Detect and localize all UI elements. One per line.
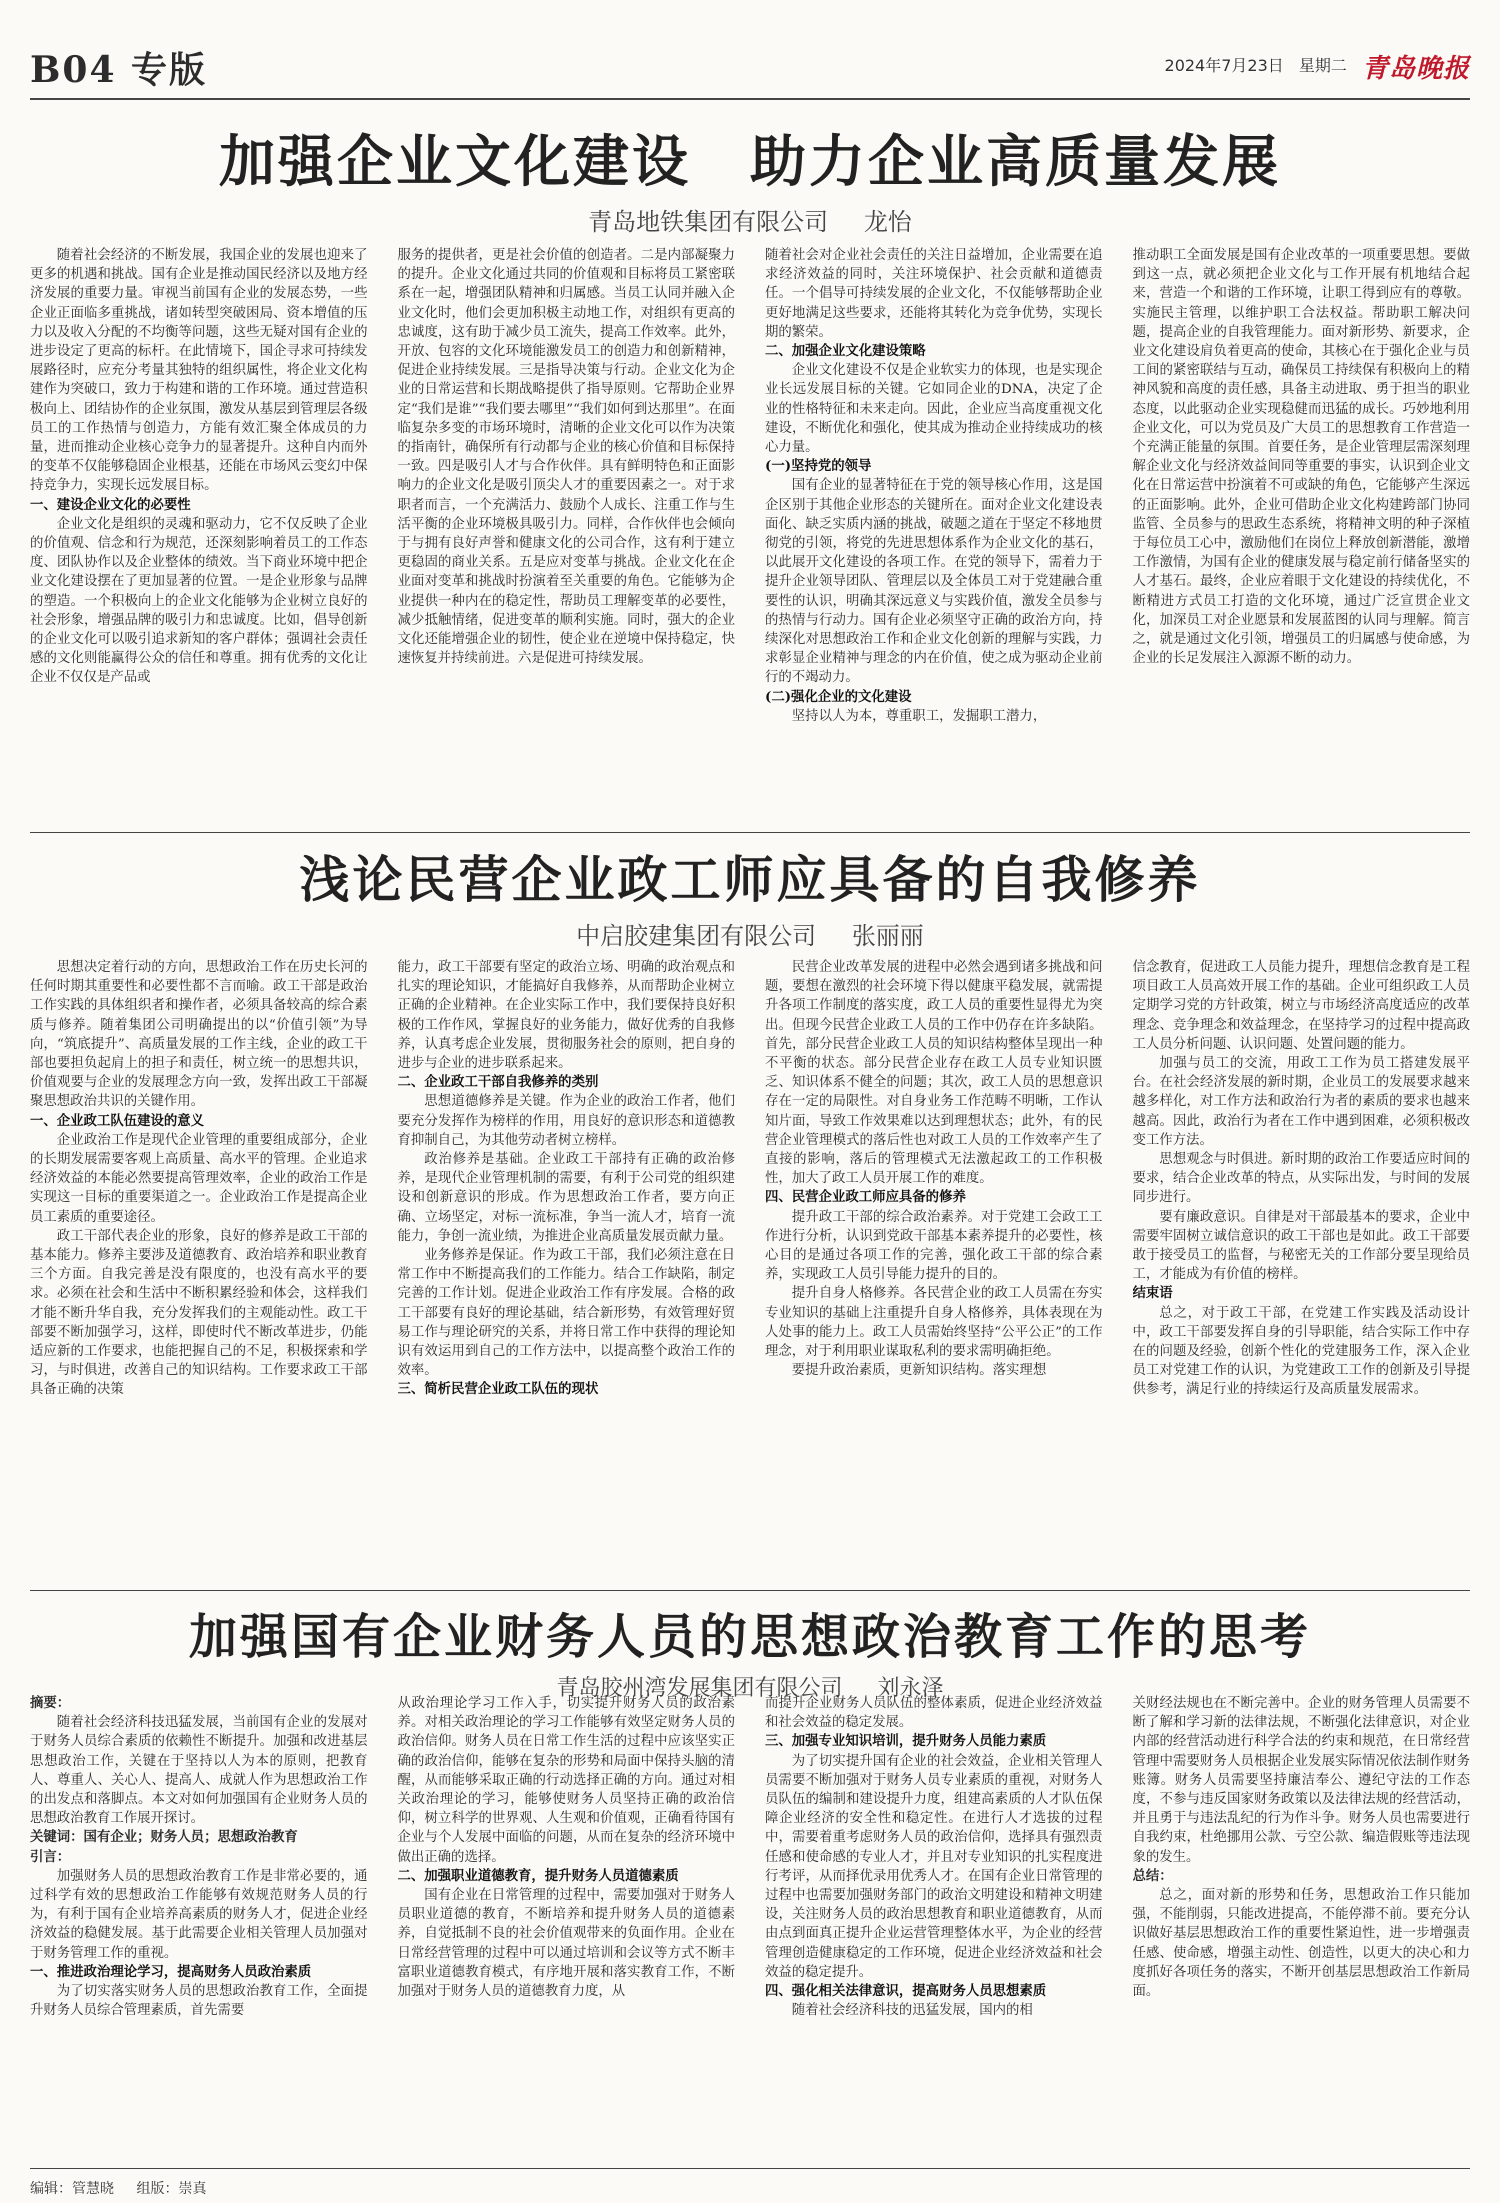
- article-3: [30, 1598, 1470, 2019]
- label-line: 摘要：: [30, 1695, 71, 1711]
- section-heading: (二)强化企业的文化建设: [765, 688, 912, 705]
- paragraph: 要有廉政意识。自律是对干部最基本的要求，企业中需要牢固树立诚信意识的政工干部也是如此。政工干部要敢于接受员工的监督，与秘密无关的工作部分要呈现给员工，才能成为有价值的榜样。: [1132, 1209, 1470, 1283]
- article-1-author: 龙怡: [863, 208, 912, 236]
- paragraph: 随着社会经济科技迅猛发展，当前国有企业的发展对于财务人员综合素质的依赖性不断提升。加强和改进基层思想政治工作，关键在于坚持以人为本的原则，把教育人、尊重人、关心人、提高人、成就人作为思想政治工作的出发点和落脚点。本文对如何加强国有企业财务人员的思想政治教育工作展开探讨。: [30, 1715, 368, 1827]
- section-heading: 二、加强职业道德教育，提升财务人员道德素质: [397, 1867, 679, 1884]
- layout-credit: 组版：崇真: [136, 2181, 207, 2197]
- label-line: 关键词：国有企业；财务人员；思想政治教育: [30, 1829, 298, 1846]
- paragraph: 从政治理论学习工作入手，切实提升财务人员的政治素养。对相关政治理论的学习工作能够有效坚定财务人员的政治信仰。财务人员在日常工作生活的过程中应该坚实正确的政治信仰，能够在复杂的形势和局面中保持头脑的清醒，从而能够采取正确的行动选择正确的方向。通过对相关政治理论的学习，能够使财务人员坚持正确的政治信仰，树立科学的世界观、人生观和价值观，正确看待国有企业与个人发展中面临的问题，从而在复杂的经济环境中做出正确的选择。: [397, 1696, 735, 1865]
- section-heading: 结束语: [1132, 1285, 1173, 1302]
- paragraph: 国有企业在日常管理的过程中，需要加强对于财务人员职业道德的教育，不断培养和提升财务人员的道德素养，自觉抵制不良的社会价值观带来的负面作用。企业在日常经营管理的过程中可以通过培训和会议等方式不断丰富职业道德教育模式，有序地开展和落实教育工作，不断加强对于财务人员的道德教育力度，从: [397, 1888, 735, 2000]
- article-1-column: [1133, 246, 1471, 926]
- issue-weekday: 星期二: [1298, 56, 1347, 75]
- article-1: [30, 118, 1470, 724]
- article-2-author: 张丽丽: [851, 922, 924, 950]
- paragraph: 关财经法规也在不断完善中。企业的财务管理人员需要不断了解和学习新的法律法规，不断强化法律意识，对企业内部的经营活动进行科学合法的约束和规范，在日常经营管理中需要财务人员根据企业发展实际情况依法制作财务账簿。财务人员需要坚持廉洁奉公、遵纪守法的工作态度，不参与违反国家财务政策以及法律法规的经营活动，并且勇于与违法乱纪的行为作斗争。财务人员也需要进行自我约束，杜绝挪用公款、亏空公款、编造假账等违法现象的发生。: [1132, 1696, 1470, 1865]
- section-heading: 三、加强专业知识培训，提升财务人员能力素质: [765, 1733, 1047, 1750]
- paragraph: 信念教育，促进政工人员能力提升，理想信念教育是工程项目政工人员高效开展工作的基础。企业可组织政工人员定期学习党的方针政策，树立与市场经济高度适应的改革理念、竞争理念和效益理念，在坚持学习的过程中提高政工人员分析问题、认识问题、处置问题的能力。: [1132, 960, 1470, 1052]
- article-3-author: 刘永泽: [877, 1676, 944, 1701]
- paragraph: 为了切实提升国有企业的社会效益，企业相关管理人员需要不断加强对于财务人员专业素质的重视，对财务人员队伍的编制和建设提升力度，组建高素质的人才队伍保障企业经济的安全性和稳定性。在进行人才选拔的过程中，需要着重考虑财务人员的政治信仰，选择具有强烈责任感和使命感的专业人才，并且对专业知识的扎实程度进行考评，从而择优录用优秀人才。在国有企业日常管理的过程中也需要加强财务部门的政治文明建设和精神文明建设，关注财务人员的政治思想教育和职业道德教育，从而由点到面真正提升企业运营管理整体水平，为企业的经营管理创造健康稳定的工作环境，促进企业经济效益和社会效益的稳定提升。: [765, 1753, 1103, 1980]
- paragraph: 政工干部代表企业的形象，良好的修养是政工干部的基本能力。修养主要涉及道德教育、政治培养和职业教育三个方面。自我完善是没有限度的，也没有高水平的要求。必须在社会和生活中不断积累经验和体会，这样我们才能不断升华自我，充分发挥我们的主观能动性。政工干部要不断加强学习，这样，即使时代不断改革进步，仍能适应新的工作要求，也能把握自己的不足，积极探索和学习，与时俱进，改善自己的知识结构。工作要求政工干部具备正确的决策: [30, 1228, 368, 1398]
- article-2-org: 中启胶建集团有限公司: [576, 922, 817, 950]
- article-2-column: [30, 958, 368, 1618]
- article-1-org: 青岛地铁集团有限公司: [588, 208, 829, 236]
- section-heading: 四、民营企业政工师应具备的修养: [765, 1189, 966, 1206]
- article-3-org: 青岛胶州湾发展集团有限公司: [556, 1676, 843, 1701]
- article-2: [30, 840, 1470, 1398]
- article-2-column: [398, 958, 736, 1618]
- section-heading: 一、企业政工队伍建设的意义: [30, 1112, 205, 1129]
- paragraph: 要提升政治素质，更新知识结构。落实理想: [791, 1363, 1047, 1379]
- paragraph: 提升自身人格修养。各民营企业的政工人员需在夯实专业知识的基础上注重提升自身人格修养，具体表现在为人处事的能力上。政工人员需始终坚持“公平公正”的工作理念，对于利用职业谋取私利的要求需明确拒绝。: [765, 1286, 1103, 1360]
- article-3-column: [398, 1694, 736, 2154]
- paragraph: 民营企业改革发展的进程中必然会遇到诸多挑战和问题，要想在激烈的社会环境下得以健康平稳发展，就需提升各项工作制度的落实度，政工人员的重要性显得尤为突出。但现今民营企业政工人员的工作中仍存在许多缺陷。首先，部分民营企业政工人员的知识结构整体呈现出一种不平衡的状态。部分民营企业存在政工人员专业知识匮乏、知识体系不健全的问题；其次，政工人员的思想意识存在一定的局限性。对自身业务工作范畴不明晰，工作认知片面，导致工作效果难以达到理想状态；此外，有的民营企业管理模式的落后性也对政工人员的工作效率产生了直接的影响，落后的管理模式无法激起政工的工作积极性，加大了政工人员开展工作的难度。: [765, 960, 1103, 1187]
- section-heading: 一、推进政治理论学习，提高财务人员政治素质: [30, 1963, 312, 1980]
- page-footer: [30, 2178, 224, 2198]
- section-heading: 二、加强企业文化建设策略: [765, 343, 926, 360]
- article-3-column: [30, 1694, 368, 2154]
- header-info: [1155, 48, 1470, 85]
- article-2-column: [765, 958, 1103, 1618]
- paragraph: 业务修养是保证。作为政工干部，我们必须注意在日常工作中不断提高我们的工作能力。结合工作缺陷，制定完善的工作计划。促进企业政治工作有序发展。合格的政工干部要有良好的理论基础，结合新形势，有效管理好贸易工作与理论研究的关系，并将日常工作中获得的理论知识有效运用到自己的工作方法中，以提高整个政治工作的效率。: [397, 1248, 735, 1379]
- article-1-column: [398, 246, 736, 926]
- page-label: B04 专版: [30, 49, 208, 91]
- issue-date: 2024年7月23日: [1164, 56, 1284, 75]
- paragraph: 政治修养是基础。企业政工干部持有正确的政治修养，是现代企业管理机制的需要，有利于公司党的组织建设和创新意识的形成。作为思想政治工作者，要方向正确、立场坚定，对标一流标准，争当一流人才，培育一流能力，争创一流业绩，为推进企业高质量发展贡献力量。: [397, 1152, 735, 1244]
- label-line: 总结：: [1132, 1867, 1173, 1884]
- page-header: [30, 34, 1470, 94]
- article-1-title: 加强企业文化建设 助力企业高质量发展: [219, 129, 1281, 195]
- article-1-byline: [30, 202, 1470, 237]
- newspaper-logo: 青岛晚报: [1361, 54, 1470, 84]
- paragraph: 企业政治工作是现代企业管理的重要组成部分，企业的长期发展需要客观上高质量、高水平的管理。企业追求经济效益的本能必然要提高管理效率，企业的政治工作是实现这一目标的重要渠道之一。企业政治工作是提高企业员工素质的重要途径。: [30, 1132, 368, 1225]
- paragraph: 提升政工干部的综合政治素养。对于党建工会政工工作进行分析，认识到党政干部基本素养提升的必要性，核心目的是通过各项工作的完善，强化政工干部的综合素养，实现政工人员引导能力提升的目的。: [765, 1209, 1103, 1283]
- header-rule: [30, 98, 1470, 100]
- footer-rule: [30, 2168, 1470, 2169]
- editor-credit: 编辑：管慧晓: [30, 2181, 114, 2197]
- section-heading: 三、简析民营企业政工队伍的现状: [397, 1381, 599, 1398]
- section-divider: [30, 832, 1470, 833]
- paragraph: 推动职工全面发展是国有企业改革的一项重要思想。要做到这一点，就必须把企业文化与工作开展有机地结合起来，营造一个和谐的工作环境，让职工得到应有的尊敬。实施民主管理，以维护职工合法权益。帮助职工解决问题，提高企业的自我管理能力。面对新形势、新要求，企业文化建设肩负着更高的使命，其核心在于强化企业与员工间的紧密联结与互动，确保员工持续保有积极向上的精神风貌和高度的责任感，具备主动进取、勇于担当的职业态度，以此驱动企业实现稳健而迅猛的成长。巧妙地利用企业文化，可以为党员及广大员工的思想教育工作营造一个充满正能量的氛围。首要任务，是企业管理层需深刻理解企业文化与经济效益间同等重要的事实，认识到企业文化在日常运营中扮演着不可或缺的角色，它能够产生深远的正面影响。此外，企业可借助企业文化构建跨部门协同监管、全员参与的思政生态系统，将精神文明的种子深植于每位员工心中，激励他们在岗位上释放创新潜能，激增工作激情，为国有企业的健康发展与稳定前行储备坚实的人才基石。最终，企业应着眼于文化建设的持续优化，不断精进方式员工打造的文化环境，通过广泛宣贯企业文化，加深员工对企业愿景和发展蓝图的认同与理解。简言之，就是通过文化引领，增强员工的归属感与使命感，为企业的长足发展注入源源不断的动力。: [1132, 248, 1470, 667]
- paragraph: 总之，面对新的形势和任务，思想政治工作只能加强，不能削弱，只能改进提高，不能停滞不前。要充分认识做好基层思想政治工作的重要性紧迫性，进一步增强责任感、使命感，增强主动性、创造性，以更大的决心和力度抓好各项任务的落实，不断开创基层思想政治工作新局面。: [1132, 1888, 1470, 2000]
- article-1-body: [30, 246, 1470, 926]
- article-3-body: [30, 1694, 1470, 2154]
- paragraph: 思想观念与时俱进。新时期的政治工作要适应时间的要求，结合企业改革的特点，从实际出发，与时间的发展同步进行。: [1132, 1152, 1470, 1206]
- paragraph: 总之，对于政工干部，在党建工作实践及活动设计中，政工干部要发挥自身的引导职能，结合实际工作中存在的问题及经验，创新个性化的党建服务工作，深入企业员工对党建工作的认识，为党建政工工作的创新及引导提供参考，满足行业的持续运行及高质量发展需求。: [1132, 1305, 1470, 1398]
- article-1-column: [765, 246, 1103, 926]
- paragraph: 思想决定着行动的方向，思想政治工作在历史长河的任何时期其重要性和必要性都不言而喻。政工干部是政治工作实践的具体组织者和操作者，必须具备较高的综合素质与修养。随着集团公司明确提出的以“价值引领”为导向，“筑底提升”、高质量发展的工作主线，企业的政工干部也要担负起肩上的担子和责任，树立统一的思想共识，价值观要与企业的发展理念方向一致，发挥出政工干部凝聚思想政治共识的关键作用。: [30, 960, 368, 1110]
- paragraph: 企业文化是组织的灵魂和驱动力，它不仅反映了企业的价值观、信念和行为规范，还深刻影响着员工的工作态度、团队协作以及企业整体的绩效。当下商业环境中把企业文化建设摆在了更加显著的位置。一是企业形象与品牌的塑造。一个积极向上的企业文化能够为企业树立良好的社会形象，增强品牌的吸引力和忠诚度。比如，倡导创新的企业文化可以吸引追求新知的客户群体；强调社会责任感的文化则能赢得公众的信任和尊重。拥有优秀的文化让企业不仅仅是产品或: [30, 516, 368, 686]
- article-2-title: 浅论民营企业政工师应具备的自我修养: [299, 850, 1201, 909]
- article-3-title: 加强国有企业财务人员的思想政治教育工作的思考: [188, 1609, 1311, 1665]
- section-heading: (一)坚持党的领导: [765, 458, 872, 475]
- section-heading: 四、强化相关法律意识，提高财务人员思想素质: [765, 1983, 1047, 2000]
- paragraph: 能力，政工干部要有坚定的政治立场、明确的政治观点和扎实的理论知识，才能搞好自我修养，从而帮助企业树立正确的企业精神。在企业实际工作中，我们要保持良好积极的工作作风，掌握良好的业务能力，做好优秀的自我修养，认真考虑企业发展，贯彻服务社会的原则，把自身的进步与企业的进步联系起来。: [397, 960, 735, 1072]
- paragraph: 服务的提供者，更是社会价值的创造者。二是内部凝聚力的提升。企业文化通过共同的价值观和目标将员工紧密联系在一起，增强团队精神和归属感。当员工认同并融入企业文化时，他们会更加积极主动地工作，对组织有更高的忠诚度，这有助于减少员工流失，提高工作效率。此外，开放、包容的文化环境能激发员工的创造力和创新精神，促进企业持续发展。三是指导决策与行动。企业文化为企业的日常运营和长期战略提供了指导原则。它帮助企业界定“我们是谁”“我们要去哪里”“我们如何到达那里”。在面临复杂多变的市场环境时，清晰的企业文化可以作为决策的指南针，确保所有行动都与企业的核心价值和目标保持一致。四是吸引人才与合作伙伴。具有鲜明特色和正面影响力的企业文化是吸引顶尖人才的重要因素之一。对于求职者而言，一个充满活力、鼓励个人成长、注重工作与生活平衡的企业环境极具吸引力。同样，合作伙伴也会倾向于与拥有良好声誉和健康文化的公司合作，这有利于建立更稳固的商业关系。五是应对变革与挑战。企业文化在企业面对变革和挑战时扮演着至关重要的角色。它能够为企业提供一种内在的稳定性，帮助员工理解变革的必要性，减少抵触情绪，促进变革的顺利实施。同时，强大的企业文化还能增强企业的韧性，使企业在逆境中保持稳定，快速恢复并持续前进。六是促进可持续发展。: [397, 248, 735, 667]
- article-1-column: [30, 246, 368, 926]
- paragraph: 随着社会经济科技的迅猛发展，国内的相: [791, 2003, 1033, 2019]
- article-2-body: [30, 958, 1470, 1618]
- article-3-column: [765, 1694, 1103, 2154]
- paragraph: 随着社会对企业社会责任的关注日益增加，企业需要在追求经济效益的同时，关注环境保护、社会贡献和道德责任。一个倡导可持续发展的企业文化，不仅能够帮助企业更好地满足这些要求，还能将其转化为竞争优势，实现长期的繁荣。: [765, 248, 1103, 340]
- section-heading: 一、建设企业文化的必要性: [30, 496, 191, 513]
- paragraph: 加强与员工的交流，用政工工作为员工搭建发展平台。在社会经济发展的新时期，企业员工的发展要求越来越多样化，对工作方法和政治行为者的素质的要求也越来越高。因此，政治行为者在工作中遇到困难，必须积极改变工作方法。: [1132, 1056, 1470, 1148]
- paragraph: 思想道德修养是关键。作为企业的政治工作者，他们要充分发挥作为榜样的作用，用良好的意识形态和道德教育抑制自己，为其他劳动者树立榜样。: [397, 1094, 735, 1148]
- paragraph: 加强财务人员的思想政治教育工作是非常必要的，通过科学有效的思想政治工作能够有效规范财务人员的行为，有利于国有企业培养高素质的财务人才，促进企业经济效益的稳健发展。基于此需要企业相关管理人员加强对于财务管理工作的重视。: [30, 1868, 368, 1961]
- section-heading: 二、企业政工干部自我修养的类别: [397, 1074, 599, 1091]
- paragraph: 坚持以人为本，尊重职工，发掘职工潜力，: [791, 708, 1047, 724]
- paragraph: 企业文化建设不仅是企业软实力的体现，也是实现企业长远发展目标的关键。它如同企业的DNA，决定了企业的性格特征和未来走向。因此，企业应当高度重视文化建设，不断优化和强化，使其成为推动企业持续成功的核心力量。: [765, 363, 1103, 456]
- paragraph: 为了切实落实财务人员的思想政治教育工作，全面提升财务人员综合管理素质，首先需要: [30, 1984, 368, 2019]
- label-line: 引言：: [30, 1848, 71, 1865]
- paragraph: 国有企业的显著特征在于党的领导核心作用，这是国企区别于其他企业形态的关键所在。面对企业文化建设表面化、缺乏实质内涵的挑战，破题之道在于坚定不移地贯彻党的引领，将党的先进思想体系作为企业文化的基石，以此展开文化建设的各项工作。在党的领导下，需着力于提升企业领导团队、管理层以及全体员工对于党建融合重要性的认识，明确其深远意义与实践价值，激发全员参与的热情与行动力。国有企业必须坚守正确的政治方向，持续深化对思想政治工作和企业文化创新的理解与实践，力求彰显企业精神与理念的内在价值，使之成为驱动企业前行的不竭动力。: [765, 478, 1103, 686]
- paragraph: 而提升企业财务人员队伍的整体素质，促进企业经济效益和社会效益的稳定发展。: [765, 1696, 1103, 1731]
- paragraph: 随着社会经济的不断发展，我国企业的发展也迎来了更多的机遇和挑战。国有企业是推动国民经济以及地方经济发展的重要力量。审视当前国有企业的发展态势，一些企业正面临多重挑战，诸如转型突破困局、资本增值的压力以及收入分配的不均衡等问题，这些无疑对国有企业的进步设定了更高的标杆。在此情境下，国企寻求可持续发展路径时，应充分考量其独特的组织属性，将企业文化构建作为突破口，致力于构建和谐的工作环境。通过营造积极向上、团结协作的企业氛围，激发从基层到管理层各级员工的工作热情与创造力，方能有效汇聚全体成员的力量，进而推动企业核心竞争力的显著提升。这种自内而外的变革不仅能够稳固企业根基，还能在市场风云变幻中保持竞争力，实现长远发展目标。: [30, 248, 368, 494]
- article-2-column: [1133, 958, 1471, 1618]
- section-divider: [30, 1590, 1470, 1591]
- article-2-byline: [30, 916, 1470, 951]
- article-3-column: [1133, 1694, 1471, 2154]
